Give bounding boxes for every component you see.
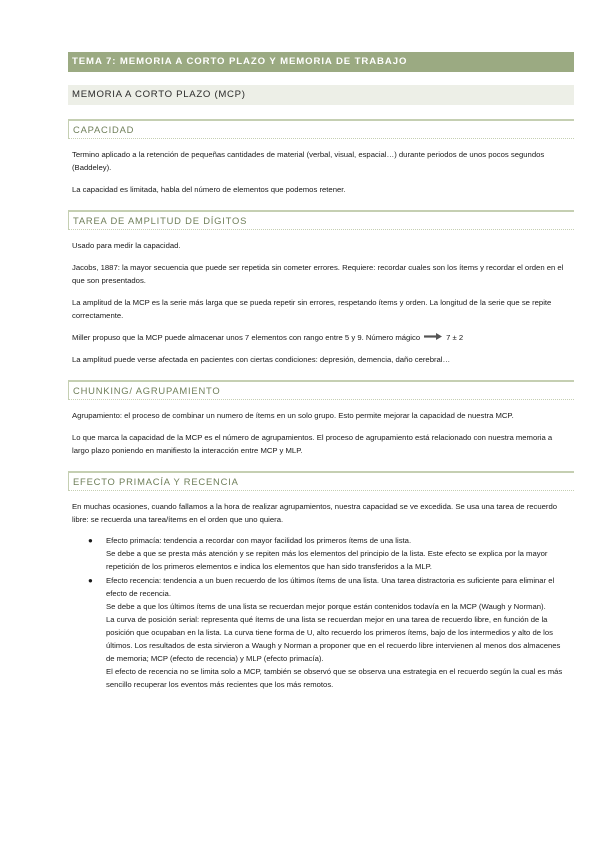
section-heading-capacidad: CAPACIDAD	[68, 119, 574, 139]
magic-number: 7 ± 2	[446, 333, 464, 342]
paragraph: La amplitud de la MCP es la serie más larga que se pueda repetir sin errores, respetando ítems y orden. La longitud de la serie que se repite correctamente.	[72, 298, 552, 320]
subtopic-banner: MEMORIA A CORTO PLAZO (MCP)	[68, 85, 574, 105]
paragraph: La capacidad es limitada, habla del número de elementos que podemos retener.	[72, 185, 346, 194]
bullet-icon: ●	[88, 576, 93, 586]
topic-banner: TEMA 7: MEMORIA A CORTO PLAZO Y MEMORIA DE TRABAJO	[68, 52, 574, 72]
list-item-line: La curva de posición serial: representa qué ítems de una lista se recuerdan mejor en una tarea de recuerdo libre, en función de la posición que ocupaban en la lista. La curva tiene forma de U, alto recuerdo los primeros ítems, bajo de los intermedios y alto de los últimos. Los resultados de esta sirvieron a Waugh y Norman a proponer que en el recuerdo libre intervienen al menos dos almacenes de memoria; MCP (efecto de recencia) y MLP (efecto primacía).	[106, 615, 561, 664]
paragraph-text: Miller propuso que la MCP puede almacenar unos 7 elementos con rango entre 5 y 9. Número mágico	[72, 333, 421, 342]
paragraph: Agrupamiento: el proceso de combinar un numero de ítems en un solo grupo. Esto permite mejorar la capacidad de nuestra MCP.	[72, 411, 514, 421]
paragraph: Termino aplicado a la retención de pequeñas cantidades de material (verbal, visual, espacial…) durante periodos de unos pocos segundos (Baddeley).	[72, 150, 545, 172]
section-heading-amplitud-digitos: TAREA DE AMPLITUD DE DÍGITOS	[68, 210, 574, 230]
paragraph: Usado para medir la capacidad.	[72, 241, 181, 250]
section-heading-chunking: CHUNKING/ AGRUPAMIENTO	[68, 380, 574, 400]
bullet-icon: ●	[88, 536, 93, 546]
list-item	[68, 534, 574, 573]
section-heading-primacia-recencia: EFECTO PRIMACÍA Y RECENCIA	[68, 471, 574, 491]
paragraph: La amplitud puede verse afectada en pacientes con ciertas condiciones: depresión, demencia, daño cerebral…	[72, 355, 451, 365]
list-item-line: Efecto primacía: tendencia a recordar con mayor facilidad los primeros ítems de una lista.	[106, 536, 412, 546]
bullet-list	[68, 534, 574, 691]
paragraph: Lo que marca la capacidad de la MCP es el número de agrupamientos. El proceso de agrupamiento está relacionado con nuestra memoria a largo plazo poniendo en manifiesto la interacción entre MCP y MLP.	[72, 433, 553, 456]
paragraph-magic-number	[72, 331, 574, 344]
list-item-line: Se debe a que los últimos ítems de una lista se recuerdan mejor porque están contenidos todavía en la MCP (Waugh y Norman).	[106, 602, 546, 612]
paragraph: Jacobs, 1887: la mayor secuencia que puede ser repetida sin cometer errores. Requiere: recordar cuales son los ítems y recordar el orden en el que son presentados.	[72, 263, 564, 285]
document-page	[68, 52, 574, 692]
list-item-line: Efecto recencia: tendencia a un buen recuerdo de los últimos ítems de una lista. Una tarea distractoria es suficiente para eliminar el efecto de recencia.	[106, 576, 555, 599]
list-item-line: El efecto de recencia no se limita solo a MCP, también se observó que se observa una estrategia en el recuerdo según la cual es más sencillo recuperar los eventos más recientes que los más remotos.	[106, 667, 563, 690]
right-arrow-icon	[424, 331, 442, 344]
list-item-line: Se debe a que se presta más atención y se repiten más los elementos del principio de la lista. Este efecto se explica por la mayor repetición de los primeros elementos e indica los elementos que han sido transferidos a la MLP.	[106, 549, 548, 572]
paragraph: En muchas ocasiones, cuando fallamos a la hora de realizar agrupamientos, nuestra capacidad se ve excedida. Se usa una tarea de recuerdo libre: se recuerda una tarea/ítems en el orden que uno quiera.	[72, 502, 558, 525]
list-item	[68, 574, 574, 691]
